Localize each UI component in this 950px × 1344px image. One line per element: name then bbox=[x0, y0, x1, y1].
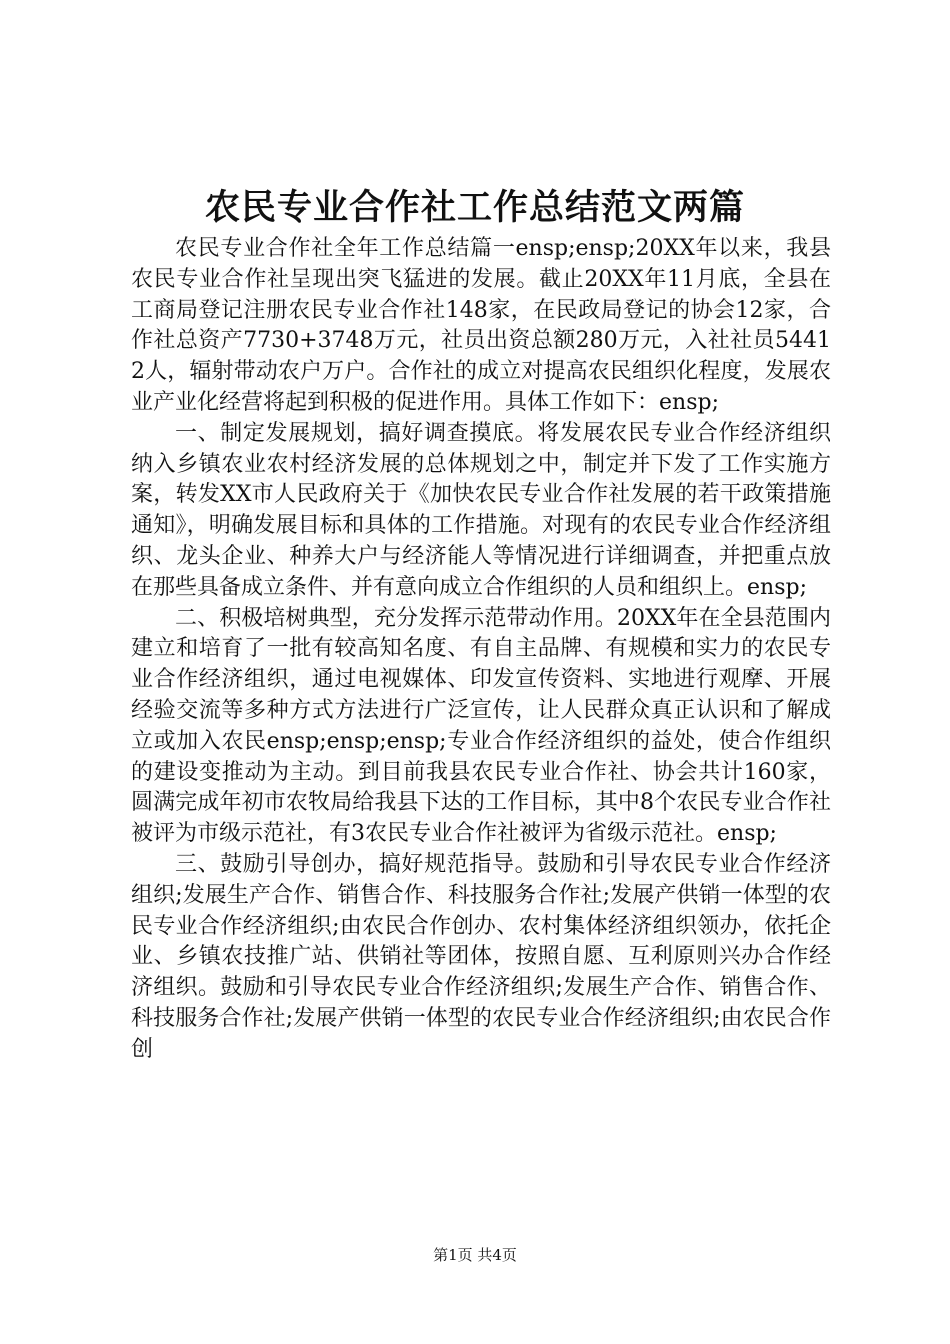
document-title: 农民专业合作社工作总结范文两篇 bbox=[204, 188, 745, 228]
paragraph-section-1: 一、制定发展规划，搞好调查摸底。将发展农民专业合作经济组织纳入乡镇农业农村经济发展的总体规划之中，制定并下发了工作实施方案，转发XX市人民政府关于《加快农民专业合作社发展的若干政策措施通知》，明确发展目标和具体的工作措施。对现有的农民专业合作经济组织、龙头企业、种养大户与经济能人等情况进行详细调查，并把重点放在那些具备成立条件、并有意向成立合作组织的人员和组织上。ensp; bbox=[131, 420, 831, 600]
paragraph-section-3: 三、鼓励引导创办，搞好规范指导。鼓励和引导农民专业合作经济组织;发展生产合作、销售合作、科技服务合作社;发展产供销一体型的农民专业合作经济组织;由农民合作创办、农村集体经济组织领办，依托企业、乡镇农技推广站、供销社等团体，按照自愿、互利原则兴办合作经济组织。鼓励和引导农民专业合作经济组织;发展生产合作、销售合作、科技服务合作社;发展产供销一体型的农民专业合作经济组织;由农民合作创 bbox=[131, 851, 831, 1062]
document-body bbox=[131, 234, 831, 1066]
paragraph-intro: 农民专业合作社全年工作总结篇一ensp;ensp;20XX年以来，我县农民专业合作社呈现出突飞猛进的发展。截止20XX年11月底，全县在工商局登记注册农民专业合作社148家，在民政局登记的协会12家，合作社总资产7730+3748万元，社员出资总额280万元，入社社员54412人，辐射带动农户万户。合作社的成立对提高农民组织化程度，发展农业产业化经营将起到积极的促进作用。具体工作如下：ensp; bbox=[131, 236, 831, 415]
page-number-footer: 第1页 共4页 bbox=[433, 1246, 517, 1264]
paragraph-section-2: 二、积极培树典型，充分发挥示范带动作用。20XX年在全县范围内建立和培育了一批有较高知名度、有自主品牌、有规模和实力的农民专业合作经济组织，通过电视媒体、印发宣传资料、实地进行观摩、开展经验交流等多种方式方法进行广泛宣传，让人民群众真正认识和了解成立或加入农民ensp;ensp;ensp;专业合作经济组织的益处，使合作组织的建设变推动为主动。到目前我县农民专业合作社、协会共计160家，圆满完成年初市农牧局给我县下达的工作目标，其中8个农民专业合作社被评为市级示范社，有3农民专业合作社被评为省级示范社。ensp; bbox=[131, 605, 831, 847]
